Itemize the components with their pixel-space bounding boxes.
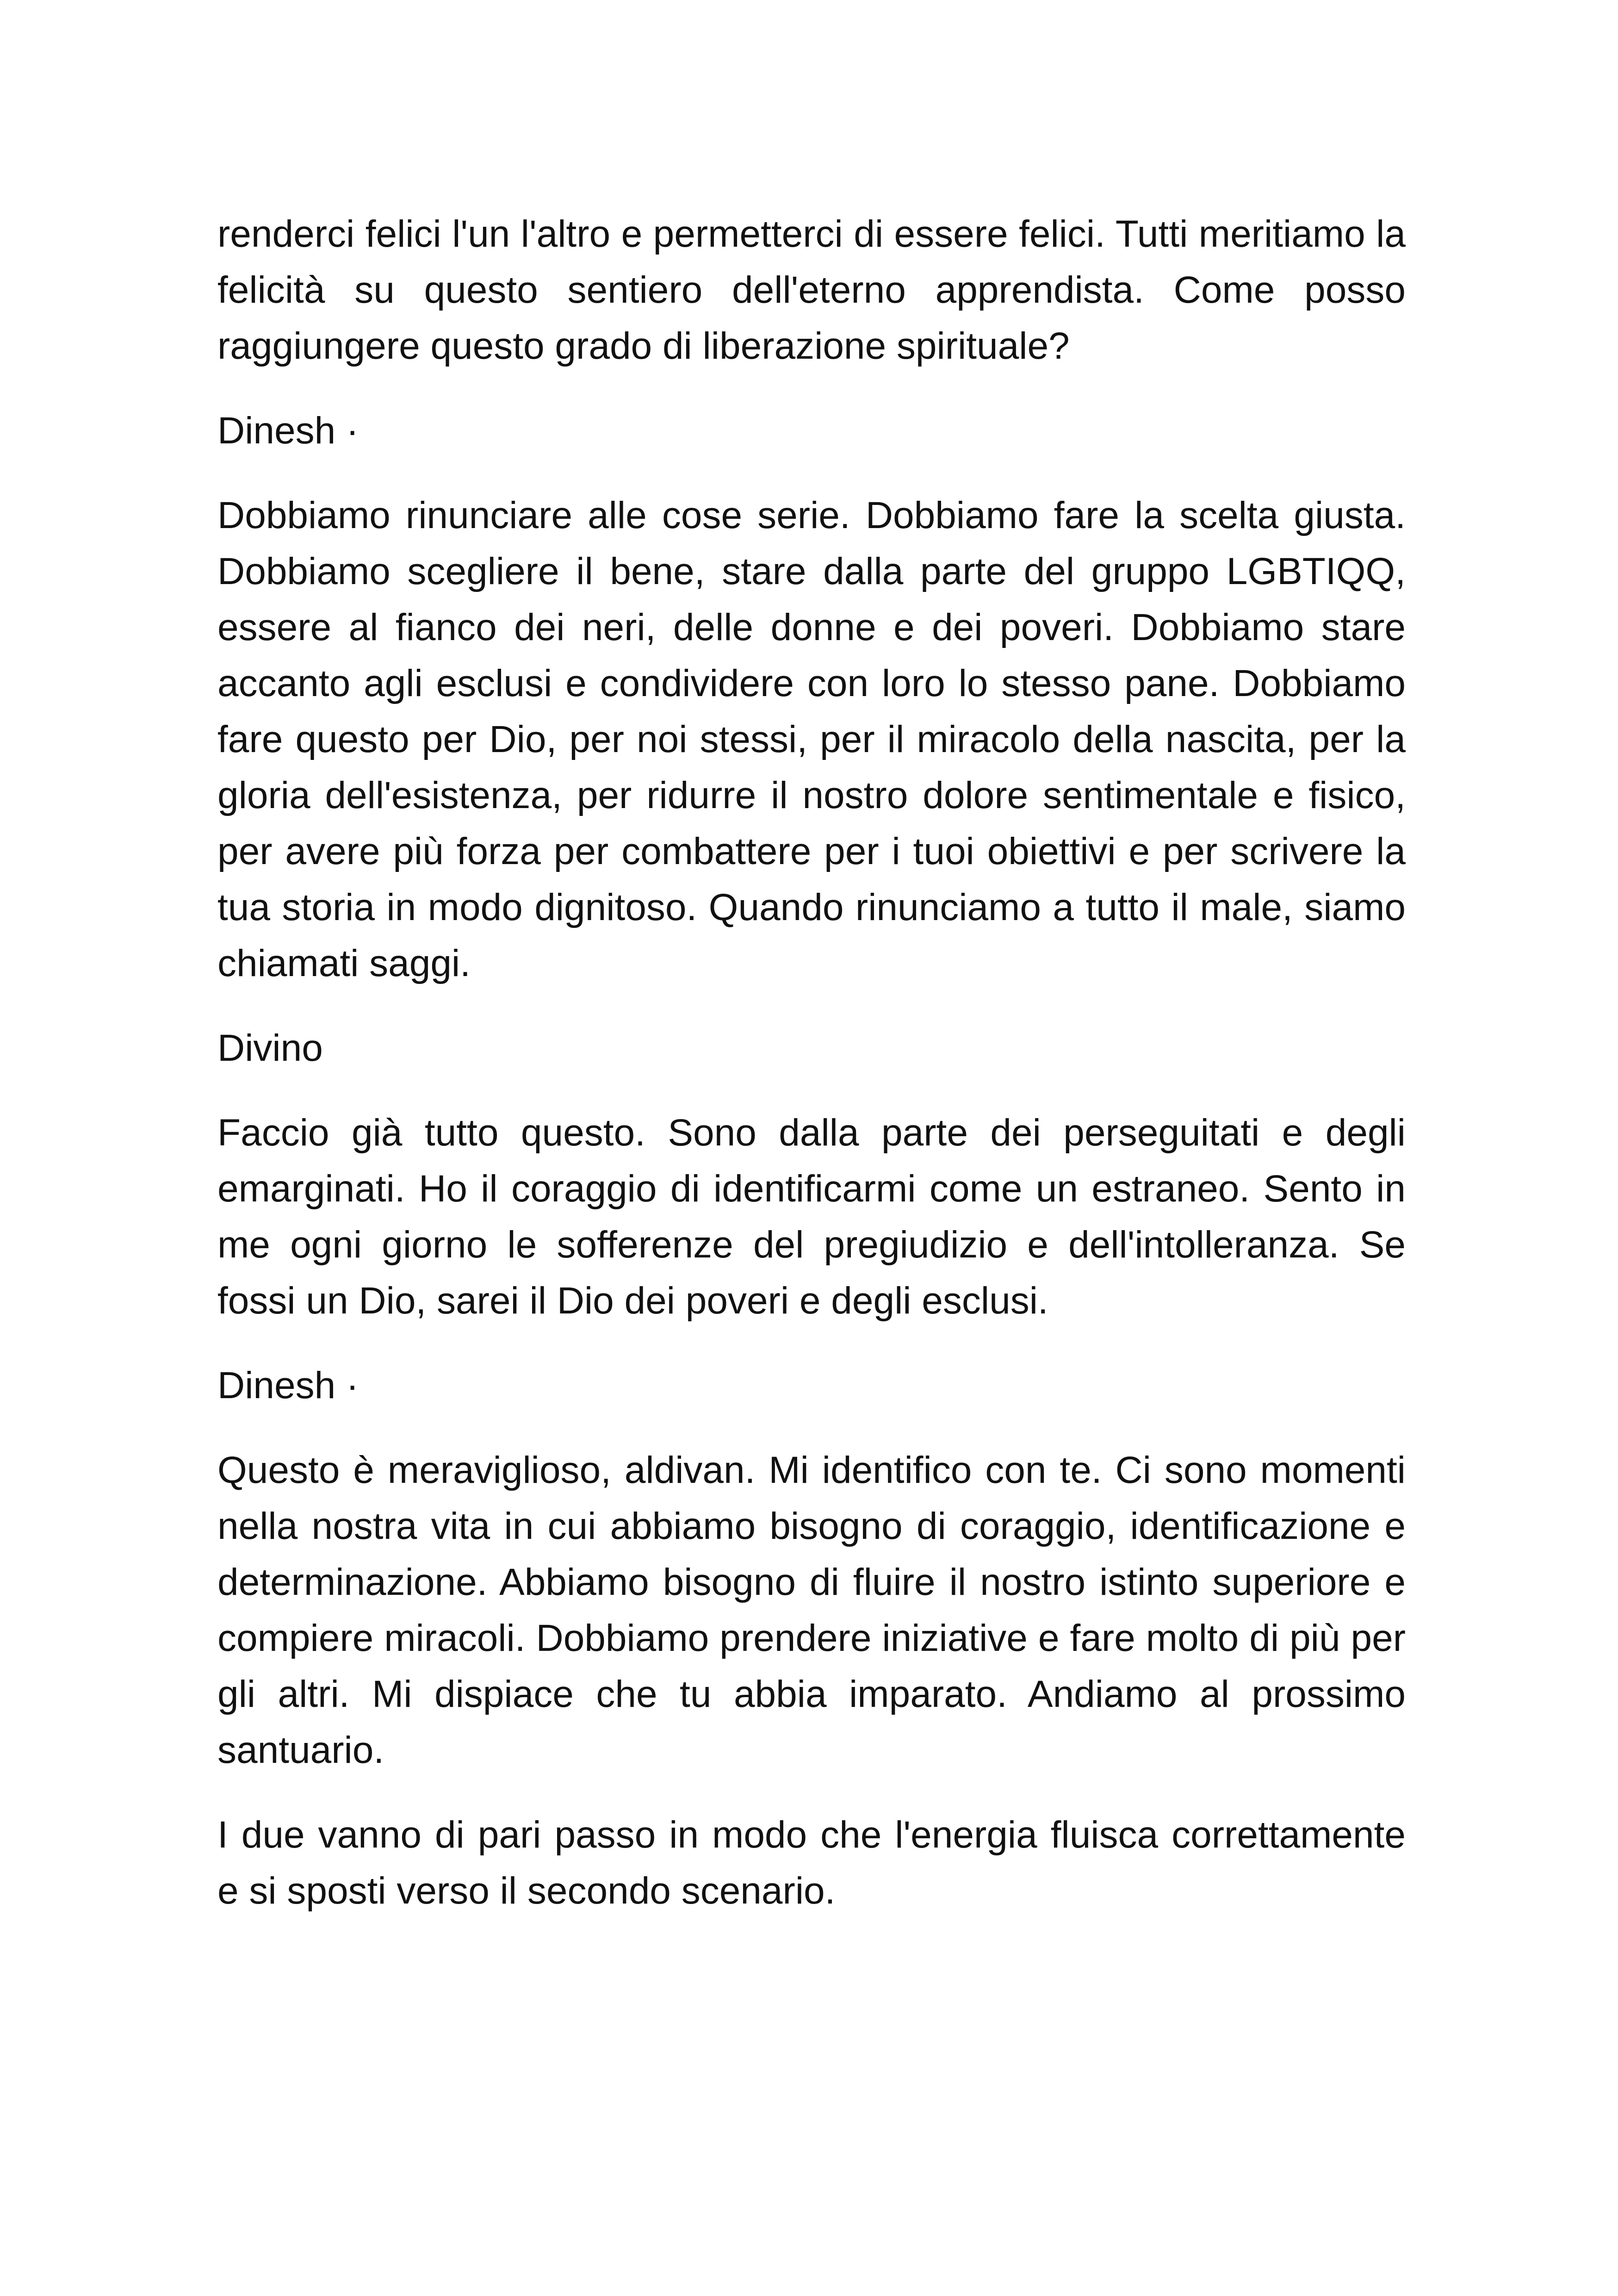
paragraph-narration: I due vanno di pari passo in modo che l'energia fluisca correttamente e si sposti verso il secondo scenario.	[217, 1814, 1406, 1912]
paragraph-dinesh-wonderful: Questo è meraviglioso, aldivan. Mi identifico con te. Ci sono momenti nella nostra vita in cui abbiamo bisogno di coraggio, identificazione e determinazione. Abbiamo bisogno di fluire il nostro istinto superiore e compiere miracoli. Dobbiamo prendere iniziative e fare molto di più per gli altri. Mi dispiace che tu abbia imparato. Andiamo al prossimo santuario.	[217, 1449, 1406, 1771]
speaker-label-divino: Divino	[217, 1027, 323, 1069]
paragraph-intro: renderci felici l'un l'altro e permetterci di essere felici. Tutti meritiamo la felicità su questo sentiero dell'eterno apprendista. Come posso raggiungere questo grado di liberazione spirituale?	[217, 213, 1406, 367]
paragraph-divino-reply: Faccio già tutto questo. Sono dalla parte dei perseguitati e degli emarginati. Ho il coraggio di identificarmi come un estraneo. Sento in me ogni giorno le sofferenze del pregiudizio e dell'intolleranza. Se fossi un Dio, sarei il Dio dei poveri e degli esclusi.	[217, 1112, 1406, 1322]
document-body	[217, 206, 1406, 1948]
speaker-label-dinesh: Dinesh ·	[217, 1364, 359, 1406]
paragraph-dinesh-renounce: Dobbiamo rinunciare alle cose serie. Dobbiamo fare la scelta giusta. Dobbiamo scegliere il bene, stare dalla parte del gruppo LGBTIQQ, essere al fianco dei neri, delle donne e dei poveri. Dobbiamo stare accanto agli esclusi e condividere con loro lo stesso pane. Dobbiamo fare questo per Dio, per noi stessi, per il miracolo della nascita, per la gloria dell'esistenza, per ridurre il nostro dolore sentimentale e fisico, per avere più forza per combattere per i tuoi obiettivi e per scrivere la tua storia in modo dignitoso. Quando rinunciamo a tutto il male, siamo chiamati saggi.	[217, 494, 1406, 984]
speaker-label-dinesh: Dinesh ·	[217, 410, 359, 452]
